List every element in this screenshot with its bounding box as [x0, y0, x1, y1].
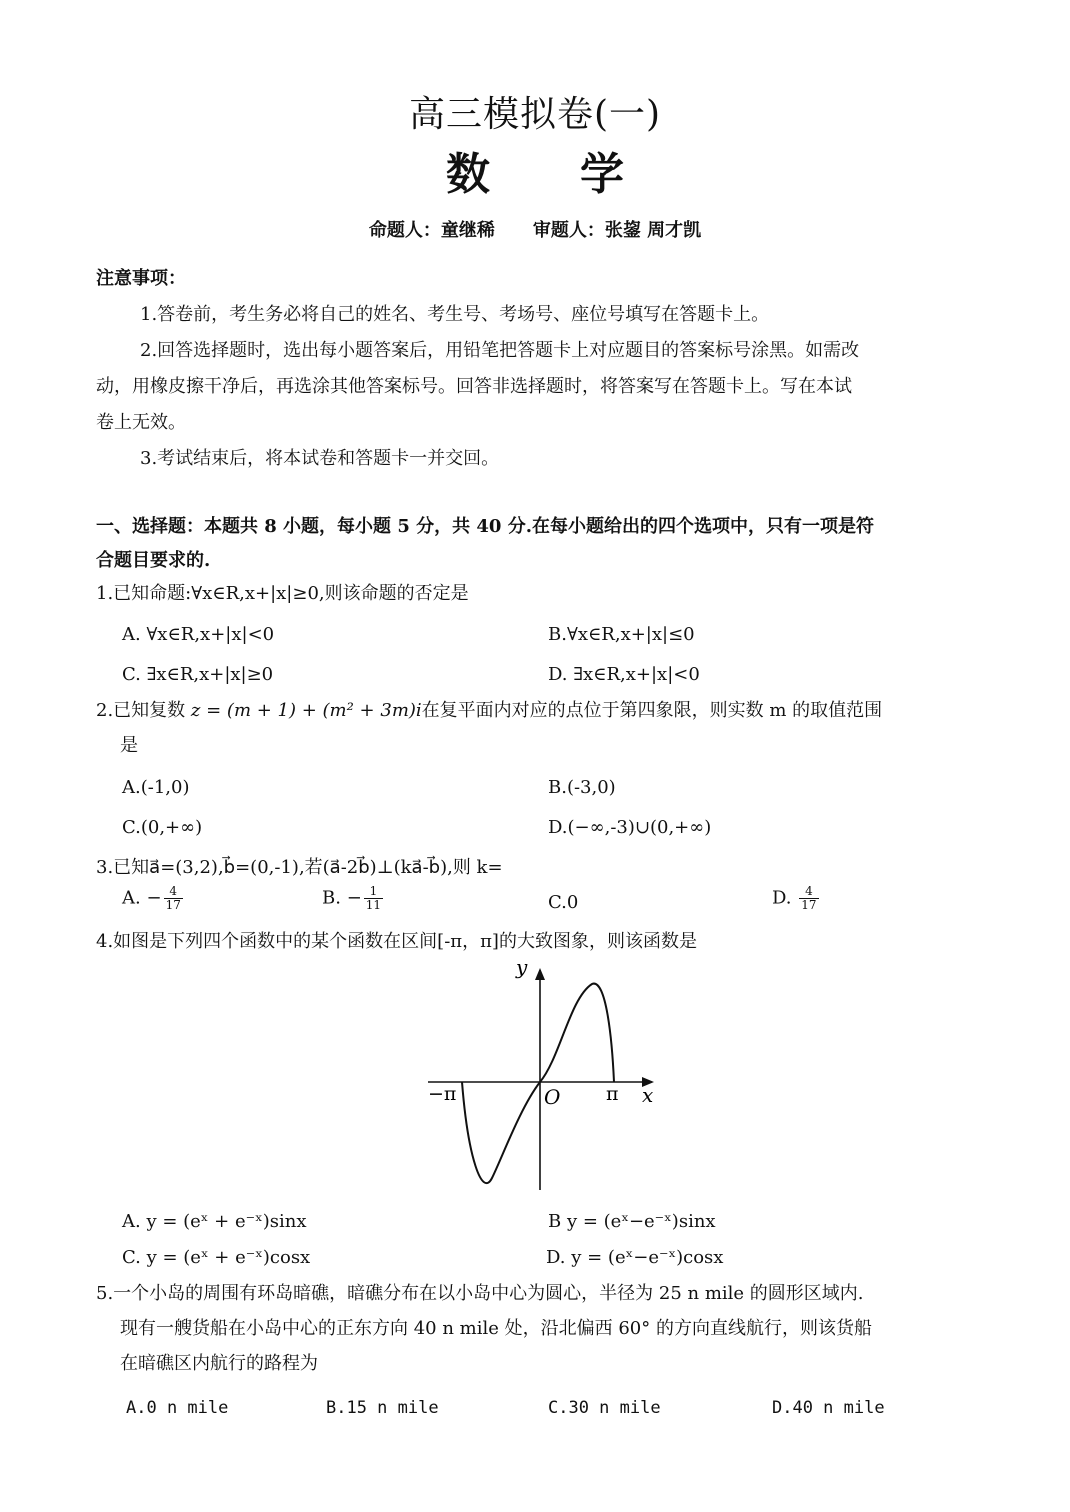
question-2-formula: z = (m + 1) + (m² + 3m)i	[190, 700, 422, 721]
question-5-line-3: 在暗礁区内航行的路程为	[120, 1353, 318, 1374]
question-4-stem: 4.如图是下列四个函数中的某个函数在区间[-π，π]的大致图象，则该函数是	[96, 931, 697, 952]
notice-item-3: 3.考试结束后，将本试卷和答题卡一并交回。	[140, 448, 500, 469]
question-2-option-a: A.(-1,0)	[122, 777, 190, 798]
notice-item-2-line-1: 2.回答选择题时，选出每小题答案后，用铅笔把答题卡上对应题目的答案标号涂黑。如需改	[140, 340, 860, 361]
origin-label: O	[544, 1085, 561, 1109]
option-d-denominator: 17	[801, 898, 817, 912]
question-1-option-a: A. ∀x∈R,x+|x|<0	[122, 624, 275, 645]
pi-label: π	[606, 1083, 619, 1105]
authors-line	[0, 216, 1070, 242]
option-a-fraction	[164, 885, 183, 912]
option-b-label: B.	[322, 887, 341, 909]
notice-item-1: 1.答卷前，考生务必将自己的姓名、考生号、考场号、座位号填写在答题卡上。	[140, 304, 770, 325]
option-b-numerator: 1	[364, 885, 383, 899]
question-5-line-2: 现有一艘货船在小岛中心的正东方向 40 n mile 处，沿北偏西 60° 的方向直线航行，则该货船	[120, 1318, 872, 1339]
notice-heading: 注意事项：	[96, 268, 186, 289]
question-3-option-c: C.0	[548, 892, 579, 913]
question-4-option-d: D. y = (eˣ−e⁻ˣ)cosx	[546, 1247, 724, 1268]
option-b-fraction	[364, 885, 383, 912]
question-1-option-d: D. ∃x∈R,x+|x|<0	[548, 664, 700, 685]
question-3-stem: 3.已知a⃗=(3,2),b⃗=(0,-1),若(a⃗-2b⃗)⊥(ka⃗-b⃗),则 k=	[96, 857, 503, 878]
section-heading-line-1: 一、选择题：本题共 8 小题，每小题 5 分，共 40 分.在每小题给出的四个选项中，只有一项是符	[96, 516, 874, 537]
question-4-option-c: C. y = (eˣ + e⁻ˣ)cosx	[122, 1247, 311, 1268]
question-5-line-1: 5.一个小岛的周围有环岛暗礁，暗礁分布在以小岛中心为圆心，半径为 25 n mile 的圆形区域内.	[96, 1283, 864, 1304]
question-2-stem-suffix: 在复平面内对应的点位于第四象限，则实数 m 的取值范围	[421, 700, 883, 721]
function-graph	[420, 958, 660, 1198]
subject-title: 数学	[446, 149, 714, 200]
function-curve	[462, 984, 614, 1184]
option-a-denominator: 17	[165, 898, 181, 912]
option-a-numerator: 4	[164, 885, 183, 899]
question-2-option-d: D.(−∞,-3)∪(0,+∞)	[548, 817, 712, 838]
option-b-sign: −	[346, 887, 362, 909]
option-d-label: D.	[772, 887, 792, 909]
question-1-option-c: C. ∃x∈R,x+|x|≥0	[122, 664, 274, 685]
option-b-denominator: 11	[365, 898, 382, 912]
exam-title: 高三模拟卷(一)	[408, 94, 662, 135]
question-3-option-d	[772, 885, 821, 912]
section-heading-line-2: 合题目要求的.	[96, 550, 211, 571]
notice-item-2-line-3: 卷上无效。	[96, 412, 186, 433]
question-2-stem	[96, 698, 882, 724]
neg-pi-label: −π	[428, 1083, 457, 1105]
y-axis-arrow-icon	[535, 968, 545, 980]
question-2-stem-line-2: 是	[120, 735, 138, 756]
question-5-option-c: C.30 n mile	[548, 1398, 661, 1418]
notice-item-2-line-2: 动，用橡皮擦干净后，再选涂其他答案标号。回答非选择题时，将答案写在答题卡上。写在本试	[96, 376, 852, 397]
question-2-option-c: C.(0,+∞)	[122, 817, 203, 838]
question-3-option-a	[122, 885, 185, 912]
question-3-option-b	[322, 885, 385, 912]
option-d-numerator: 4	[799, 885, 818, 899]
question-4-option-a: A. y = (eˣ + e⁻ˣ)sinx	[122, 1211, 307, 1232]
option-d-fraction	[799, 885, 818, 912]
question-5-option-a: A.0 n mile	[126, 1398, 229, 1418]
question-4-option-b: B y = (eˣ−e⁻ˣ)sinx	[548, 1211, 716, 1232]
question-5-option-b: B.15 n mile	[326, 1398, 439, 1418]
question-1-stem: 1.已知命题:∀x∈R,x+|x|≥0,则该命题的否定是	[96, 583, 469, 604]
option-a-sign: −	[146, 887, 162, 909]
option-a-label: A.	[122, 887, 141, 909]
question-5-option-d: D.40 n mile	[772, 1398, 885, 1418]
reviewer: 审题人：张鋆 周才凯	[532, 220, 702, 241]
setter: 命题人：童继稀	[368, 220, 495, 241]
question-1-option-b: B.∀x∈R,x+|x|≤0	[548, 624, 695, 645]
x-axis-label: x	[642, 1083, 654, 1107]
y-axis-label: y	[516, 958, 528, 979]
question-2-stem-prefix: 2.已知复数	[96, 700, 191, 721]
question-2-option-b: B.(-3,0)	[548, 777, 616, 798]
